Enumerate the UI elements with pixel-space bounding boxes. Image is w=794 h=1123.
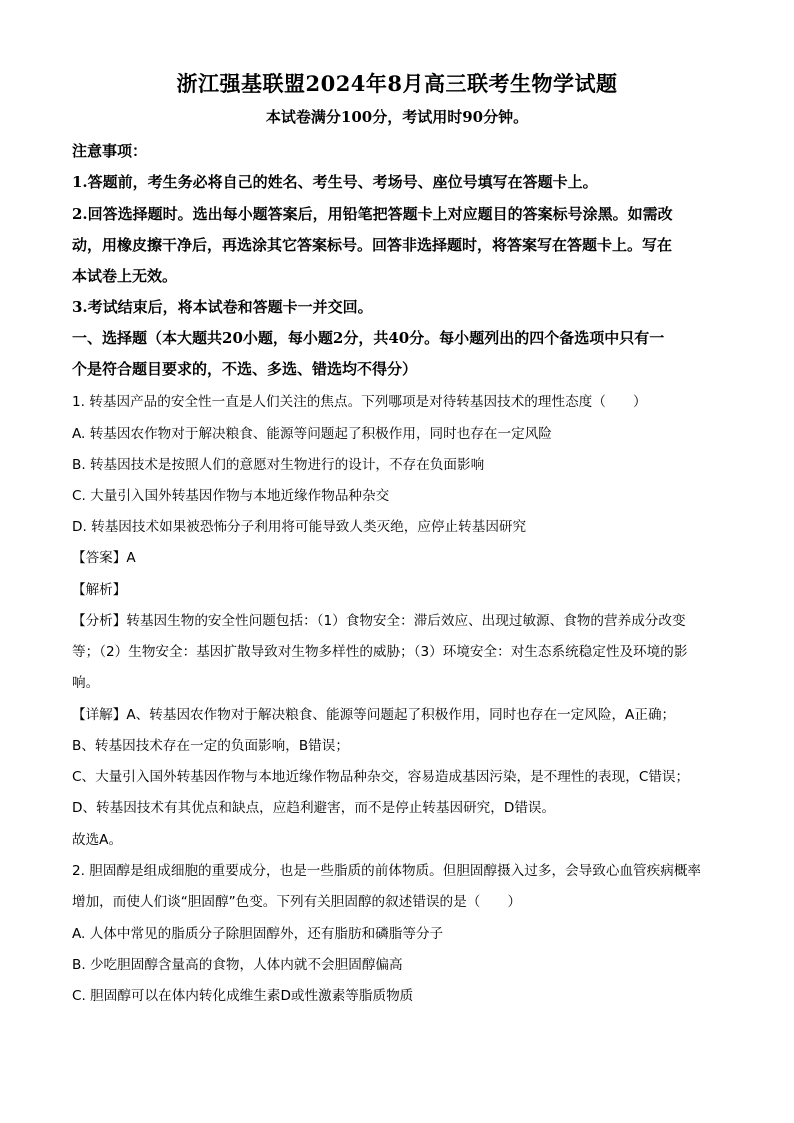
question-2-option-b: B. 少吃胆固醇含量高的食物，人体内就不会胆固醇偏高	[72, 957, 403, 973]
question-2-stem-line-2: 增加，而使人们谈“胆固醇”色变。下列有关胆固醇的叙述错误的是（ ）	[72, 894, 522, 910]
question-1-option-b: B. 转基因技术是按照人们的意愿对生物进行的设计，不存在负面影响	[72, 457, 485, 473]
question-1-stem: 1. 转基因产品的安全性一直是人们关注的焦点。下列哪项是对待转基因技术的理性态度（ ）	[72, 394, 647, 410]
section-heading-line-1: 一、选择题（本大题共20小题，每小题2分，共40分。每小题列出的四个备选项中只有一	[72, 329, 665, 347]
note-item-1: 1.答题前，考生务必将自己的姓名、考生号、考场号、座位号填写在答题卡上。	[72, 173, 598, 191]
question-1-conclusion: 故选A。	[72, 832, 123, 848]
note-item-3: 3.考试结束后，将本试卷和答题卡一并交回。	[72, 298, 373, 316]
question-2-option-c: C. 胆固醇可以在体内转化成维生素D或性激素等脂质物质	[72, 988, 414, 1004]
question-1-detail-line-4: D、转基因技术有其优点和缺点，应趋利避害，而不是停止转基因研究，D错误。	[72, 800, 556, 816]
question-1-option-c: C. 大量引入国外转基因作物与本地近缘作物品种杂交	[72, 488, 390, 504]
question-1-detail-line-2: B、转基因技术存在一定的负面影响，B错误；	[72, 738, 349, 754]
page-title: 浙江强基联盟2024年8月高三联考生物学试题	[176, 71, 618, 96]
notes-heading: 注意事项：	[72, 142, 148, 160]
question-1-detail-line-1: 【详解】A、转基因农作物对于解决粮食、能源等问题起了积极作用，同时也存在一定风险，A正确；	[72, 707, 676, 723]
question-1-option-d: D. 转基因技术如果被恐怖分子利用将可能导致人类灭绝，应停止转基因研究	[72, 519, 527, 535]
note-item-2-line-2: 动，用橡皮擦干净后，再选涂其它答案标号。回答非选择题时，将答案写在答题卡上。写在	[72, 236, 673, 254]
question-1-fenxi-line-2: 等；（2）生物安全：基因扩散导致对生物多样性的威胁；（3）环境安全：对生态系统稳定性及环境的影	[72, 644, 688, 660]
question-2-option-a: A. 人体中常见的脂质分子除胆固醇外，还有脂肪和磷脂等分子	[72, 926, 444, 942]
question-1-option-a: A. 转基因农作物对于解决粮食、能源等问题起了积极作用，同时也存在一定风险	[72, 426, 552, 442]
question-2-stem-line-1: 2. 胆固醇是组成细胞的重要成分，也是一些脂质的前体物质。但胆固醇摄入过多，会导致心血管疾病概率	[72, 863, 702, 879]
question-1-fenxi-line-3: 响。	[72, 675, 100, 691]
section-heading-line-2: 个是符合题目要求的，不选、多选、错选均不得分）	[72, 360, 418, 378]
question-1-detail-line-3: C、大量引入国外转基因作物与本地近缘作物品种杂交，容易造成基因污染，是不理性的表现，C错误；	[72, 769, 690, 785]
page-subtitle: 本试卷满分100分，考试用时90分钟。	[265, 108, 529, 126]
question-1-answer: 【答案】A	[72, 550, 136, 566]
note-item-2-line-1: 2.回答选择题时。选出每小题答案后，用铅笔把答题卡上对应题目的答案标号涂黑。如需改	[72, 205, 673, 223]
note-item-2-line-3: 本试卷上无效。	[72, 267, 178, 285]
question-1-fenxi-line-1: 【分析】转基因生物的安全性问题包括：（1）食物安全：滞后效应、出现过敏源、食物的营养成分改变	[72, 613, 686, 629]
question-1-analysis-label: 【解析】	[72, 582, 127, 598]
